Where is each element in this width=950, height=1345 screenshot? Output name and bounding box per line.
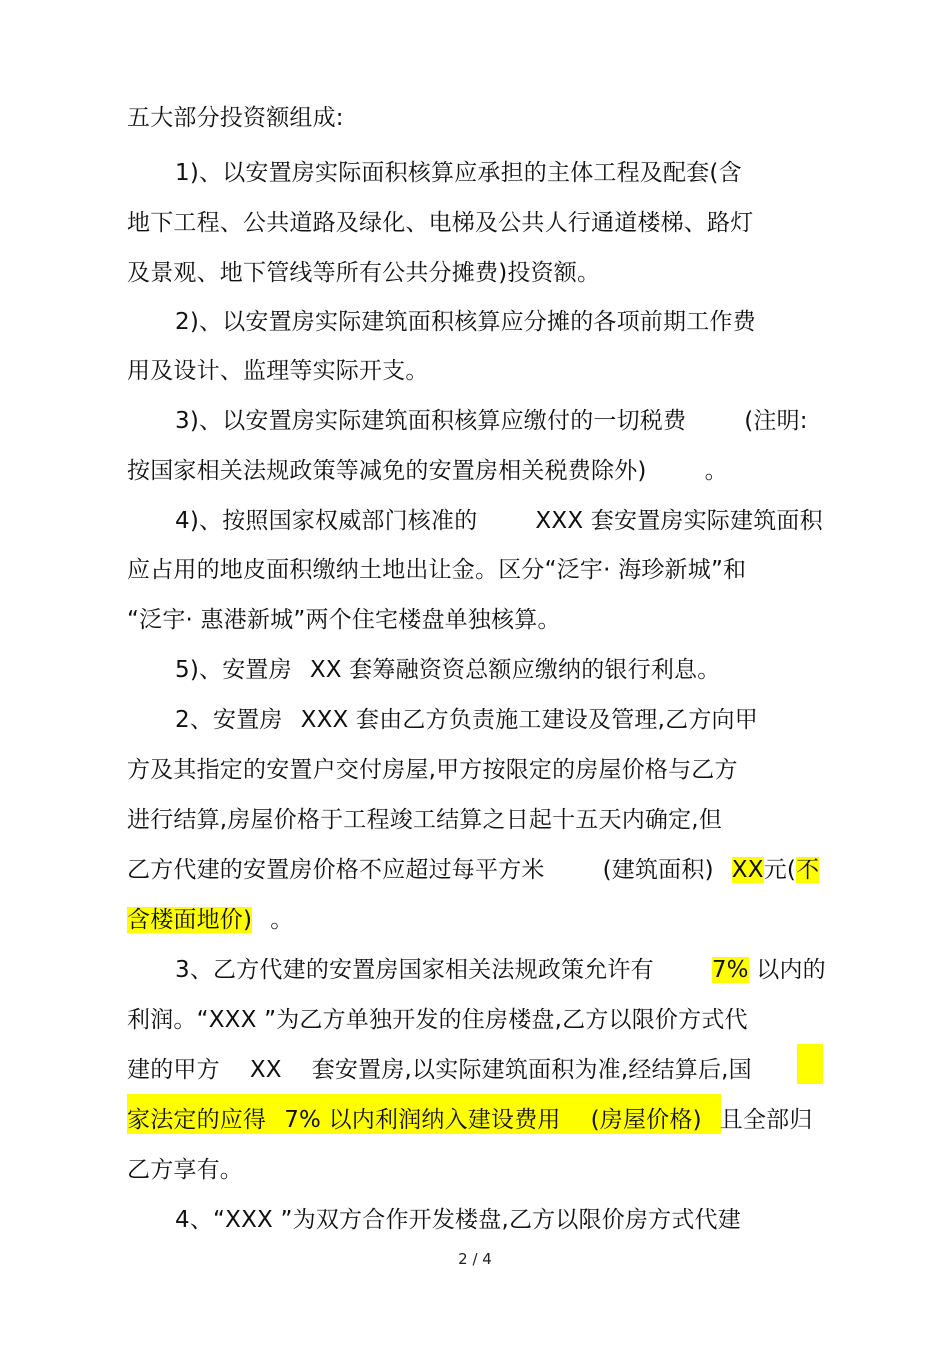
paragraph-line: 家法定的应得 7% 以内利润纳入建设费用 (房屋价格) 且全部归 [127,1107,813,1133]
highlighted-text: 7% [711,957,749,983]
paragraph-line: 五大部分投资额组成: [127,105,344,131]
paragraph-line: 2)、以安置房实际建筑面积核算应分摊的各项前期工作费 [175,309,756,335]
page-number: 2 / 4 [458,1250,492,1268]
highlighted-text: 不 [796,857,820,883]
paragraph-line: 3、乙方代建的安置房国家相关法规政策允许有 7% 以内的 [175,957,826,983]
highlight-mark [797,1044,823,1084]
paragraph-line: 建的甲方 XX 套安置房,以实际建筑面积为准,经结算后,国 [127,1057,752,1083]
paragraph-line: 4、“XXX ”为双方合作开发楼盘,乙方以限价房方式代建 [175,1207,741,1233]
paragraph-line: 4)、按照国家权威部门核准的 XXX 套安置房实际建筑面积 [175,508,823,534]
paragraph-line: 含楼面地价) 。 [127,907,294,933]
paragraph-line: 乙方代建的安置房价格不应超过每平方米 (建筑面积) XX元(不 [127,857,820,883]
paragraph-line: 5)、安置房 XX 套筹融资资总额应缴纳的银行利息。 [175,657,721,683]
paragraph-line: 2、安置房 XXX 套由乙方负责施工建设及管理,乙方向甲 [175,707,758,733]
paragraph-line: 进行结算,房屋价格于工程竣工结算之日起十五天内确定,但 [127,807,723,833]
paragraph-line: 利润。“XXX ”为乙方单独开发的住房楼盘,乙方以限价方式代 [127,1007,748,1033]
paragraph-line: 3)、以安置房实际建筑面积核算应缴付的一切税费 (注明: [175,408,808,434]
paragraph-line: 用及设计、监理等实际开支。 [127,358,429,384]
paragraph-line: 及景观、地下管线等所有公共分摊费)投资额。 [127,260,601,286]
paragraph-line: 方及其指定的安置户交付房屋,甲方按限定的房屋价格与乙方 [127,757,738,783]
paragraph-line: “泛宇· 惠港新城”两个住宅楼盘单独核算。 [127,607,561,633]
paragraph-line: 应占用的地皮面积缴纳土地出让金。区分“泛宇· 海珍新城”和 [127,557,747,583]
highlighted-text: 含楼面地价) [127,907,253,933]
paragraph-line: 按国家相关法规政策等减免的安置房相关税费除外) 。 [127,458,728,484]
paragraph-line: 地下工程、公共道路及绿化、电梯及公共人行通道楼梯、路灯 [127,210,754,236]
highlighted-text: XX [731,857,764,883]
paragraph-line: 乙方享有。 [127,1157,243,1183]
paragraph-line: 1)、以安置房实际面积核算应承担的主体工程及配套(含 [175,160,742,186]
